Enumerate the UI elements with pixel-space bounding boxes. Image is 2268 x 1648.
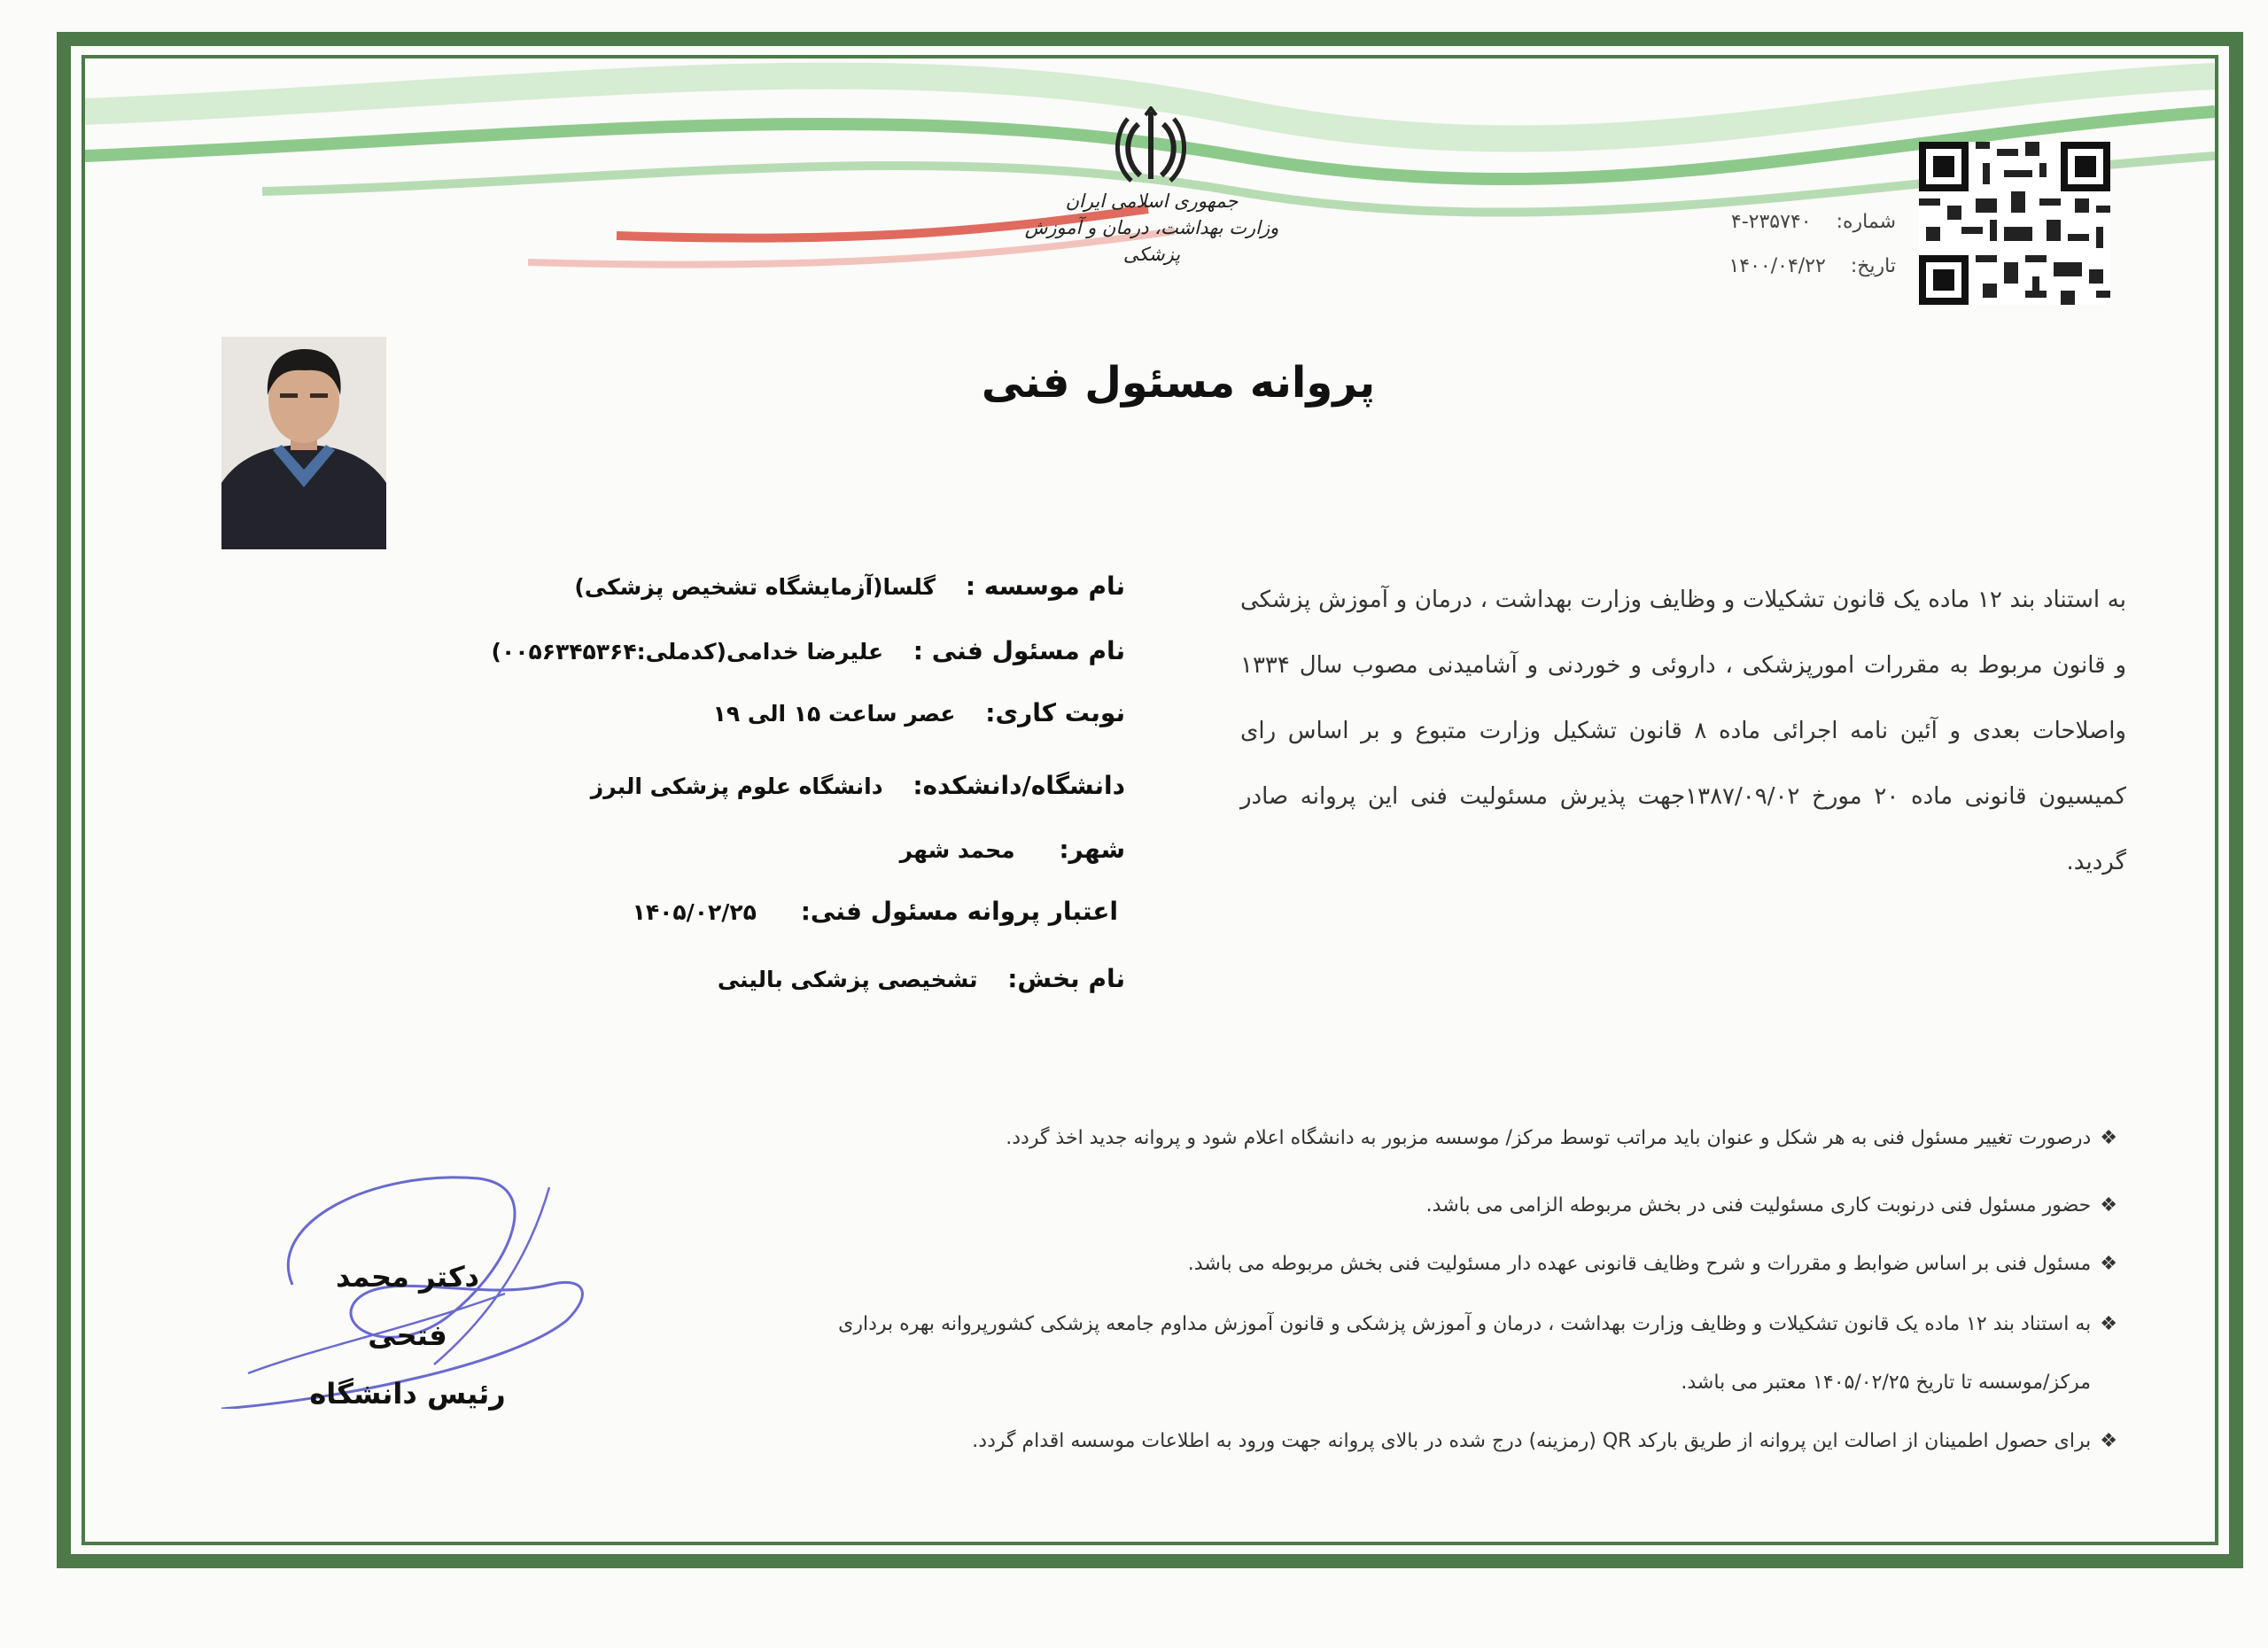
note-item xyxy=(1188,1253,2117,1275)
university-label: دانشگاه/دانشکده: xyxy=(913,771,1125,800)
bullet-diamond-icon: ❖ xyxy=(2100,1127,2117,1149)
document-number xyxy=(1648,211,1896,233)
shift-value: عصر ساعت ۱۵ الی ۱۹ xyxy=(712,701,956,727)
field-university xyxy=(591,771,1125,800)
signer-name: دکتر محمد فتحی xyxy=(336,1260,479,1352)
qr-code[interactable] xyxy=(1919,142,2110,305)
date-label: تاریخ: xyxy=(1850,255,1896,277)
ministry-header xyxy=(1019,188,1285,268)
bullet-diamond-icon: ❖ xyxy=(2100,1253,2117,1275)
shift-label: نوبت کاری: xyxy=(985,698,1125,727)
document-date xyxy=(1648,255,1896,277)
republic-name: جمهوری اسلامی ایران xyxy=(1065,190,1239,212)
note-text: برای حصول اطمینان از اصالت این پروانه از طریق بارکد QR (رمزینه) درج شده در بالای پروانه جهت ورود به اطلاعات موسسه اقدام گردد. xyxy=(972,1430,2092,1452)
institution-label: نام موسسه : xyxy=(965,571,1125,601)
signer-block xyxy=(301,1248,514,1423)
intro-paragraph: به استناد بند ۱۲ ماده یک قانون تشکیلات و وظایف وزارت بهداشت ، درمان و آموزش پزشکی و قانون مربوط به مقررات امورپزشکی ، داروئی و خوردنی و آشامیدنی مصوب سال ۱۳۳۴ واصلاحات بعدی و آئین نامه اجرائی ماده ۸ قانون تشکیل وزارت متبوع و بر اساس رای کمیسیون قانونی ماده ۲۰ مورخ ۱۳۸۷/۰۹/۰۲جهت پذیرش مسئولیت فنی این پروانه صادر گردید. xyxy=(1240,587,2127,875)
note-text: مسئول فنی بر اساس ضوابط و مقررات و شرح وظایف قانونی عهده دار مسئولیت فنی بخش مربوطه می باشد. xyxy=(1187,1253,2092,1275)
city-value: محمد شهر xyxy=(899,837,1015,863)
validity-label: اعتبار پروانه مسئول فنی: xyxy=(800,897,1118,926)
holder-photo xyxy=(221,337,386,549)
date-value: ۱۴۰۰/۰۴/۲۲ xyxy=(1728,255,1826,277)
city-label: شهر: xyxy=(1059,835,1125,864)
field-validity xyxy=(633,897,1118,926)
bullet-diamond-icon: ❖ xyxy=(2100,1430,2117,1452)
number-value: ۴-۲۳۵۷۴۰ xyxy=(1730,211,1812,233)
page-title: پروانه مسئول فنی xyxy=(981,358,1376,408)
signer-title: رئیس دانشگاه xyxy=(309,1377,506,1411)
department-value: تشخیصی پزشکی بالینی xyxy=(717,967,978,992)
note-continuation xyxy=(1681,1372,2091,1394)
field-city xyxy=(900,835,1125,864)
bullet-diamond-icon: ❖ xyxy=(2100,1313,2117,1335)
note-item xyxy=(1426,1194,2117,1217)
note-text: به استناد بند ۱۲ ماده یک قانون تشکیلات و وظایف وزارت بهداشت ، درمان و آموزش پزشکی و قانون آموزش مداوم جامعه پزشکی کشورپروانه بهره برداری xyxy=(838,1313,2092,1335)
iran-emblem-icon xyxy=(1112,106,1190,184)
note-text: مرکز/موسسه تا تاریخ ۱۴۰۵/۰۲/۲۵ معتبر می باشد. xyxy=(1681,1372,2091,1394)
institution-value: گلسا(آزمایشگاه تشخیص پزشکی) xyxy=(574,574,936,600)
note-text: درصورت تغییر مسئول فنی به هر شکل و عنوان باید مراتب توسط مرکز/ موسسه مزبور به دانشگاه اعلام شود و پروانه جدید اخذ گردد. xyxy=(1006,1127,2092,1149)
bullet-diamond-icon: ❖ xyxy=(2100,1194,2117,1217)
technical-manager-label: نام مسئول فنی : xyxy=(913,636,1125,665)
note-item xyxy=(1006,1127,2117,1149)
field-shift xyxy=(713,698,1125,727)
technical-manager-value: علیرضا خدامی(کدملی:۰۰۵۶۳۴۵۳۶۴) xyxy=(491,639,884,665)
validity-value: ۱۴۰۵/۰۲/۲۵ xyxy=(632,899,757,925)
ministry-name: وزارت بهداشت، درمان و آموزش پزشکی xyxy=(1024,217,1279,265)
note-text: حضور مسئول فنی درنوبت کاری مسئولیت فنی در بخش مربوطه الزامی می باشد. xyxy=(1425,1194,2092,1217)
number-label: شماره: xyxy=(1836,211,1896,233)
field-institution xyxy=(574,571,1125,601)
field-technical-manager xyxy=(492,636,1125,665)
note-item xyxy=(838,1313,2117,1335)
note-item xyxy=(972,1430,2117,1452)
department-label: نام بخش: xyxy=(1007,964,1125,993)
field-department xyxy=(718,964,1125,993)
university-value: دانشگاه علوم پزشکی البرز xyxy=(590,773,883,799)
